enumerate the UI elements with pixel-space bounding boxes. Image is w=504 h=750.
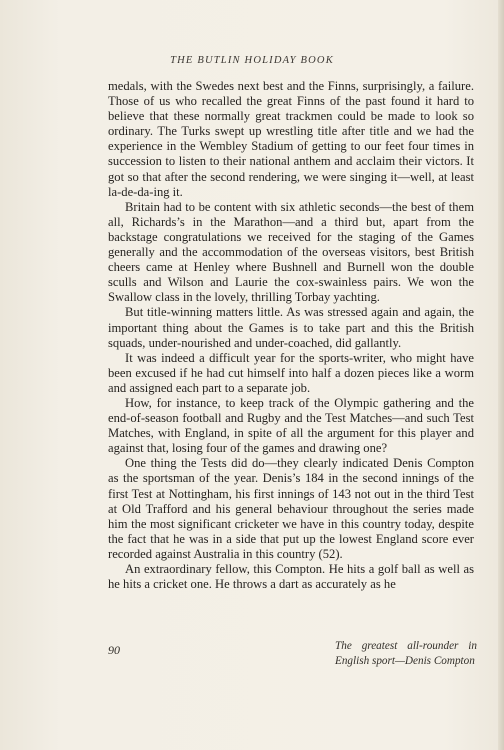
caption-line-2: English sport—Denis Compton [335, 655, 475, 667]
photo-caption [335, 639, 477, 669]
paragraph-2: Britain had to be content with six athletic seconds—the best of them all, Richards’s in the Marathon—and a third but, apart from the backstage congratulations we received for the staging of the Games generally and the accommodation of the overseas visitors, best British cheers came at Henley where Bushnell and Burnell won the double sculls and Wilson and Laurie the cox-swainless pairs. We won the Swallow class in the lovely, thrilling Torbay yachting. [108, 199, 474, 305]
body-text [108, 79, 474, 592]
paragraph-6: One thing the Tests did do—they clearly indicated Denis Compton as the sportsman of the year. Denis’s 184 in the second innings of the first Test at Nottingham, his first innings of 143 not out in the third Test at Old Trafford and his general behaviour throughout the series made him the most significant cricketer we have in this country today, despite the fact that he was in a side that put up the lowest England score ever recorded against Australia in this country (52). [108, 456, 474, 561]
paragraph-4: It was indeed a difficult year for the sports-writer, who might have been excused if he had cut himself into half a dozen pieces like a worm and assigned each part to a separate job. [108, 350, 474, 395]
page-spine-shadow [498, 0, 504, 750]
page-number: 90 [108, 643, 120, 657]
caption-line-1: The greatest all-rounder in [335, 640, 477, 652]
paragraph-5: How, for instance, to keep track of the Olympic gathering and the end-of-season football and Rugby and the Test Matches—and such Test Matches, with England, in spite of all the argument for this player and against that, losing four of the games and drawing one? [108, 395, 474, 456]
paragraph-7: An extraordinary fellow, this Compton. He hits a golf ball as well as he hits a cricket one. He throws a dart as accurately as he [108, 562, 474, 592]
paragraph-1: medals, with the Swedes next best and the Finns, surprisingly, a failure. Those of us who recalled the great Finns of the past found it hard to believe that these normally great trackmen could be made to look so ordinary. The Turks swept up wrestling title after title and we had the experience in the Wembley Stadium of getting to our feet four times in succession to listen to their national anthem and acclaim their victors. It got so that after the second rendering, we were singing it—well, at least la-de-da-ing it. [108, 79, 474, 199]
running-head: THE BUTLIN HOLIDAY BOOK [170, 55, 334, 66]
paragraph-3: But title-winning matters little. As was stressed again and again, the important thing about the Games is to take part and this the British squads, under-nourished and under-coached, did gallantly. [108, 305, 474, 350]
